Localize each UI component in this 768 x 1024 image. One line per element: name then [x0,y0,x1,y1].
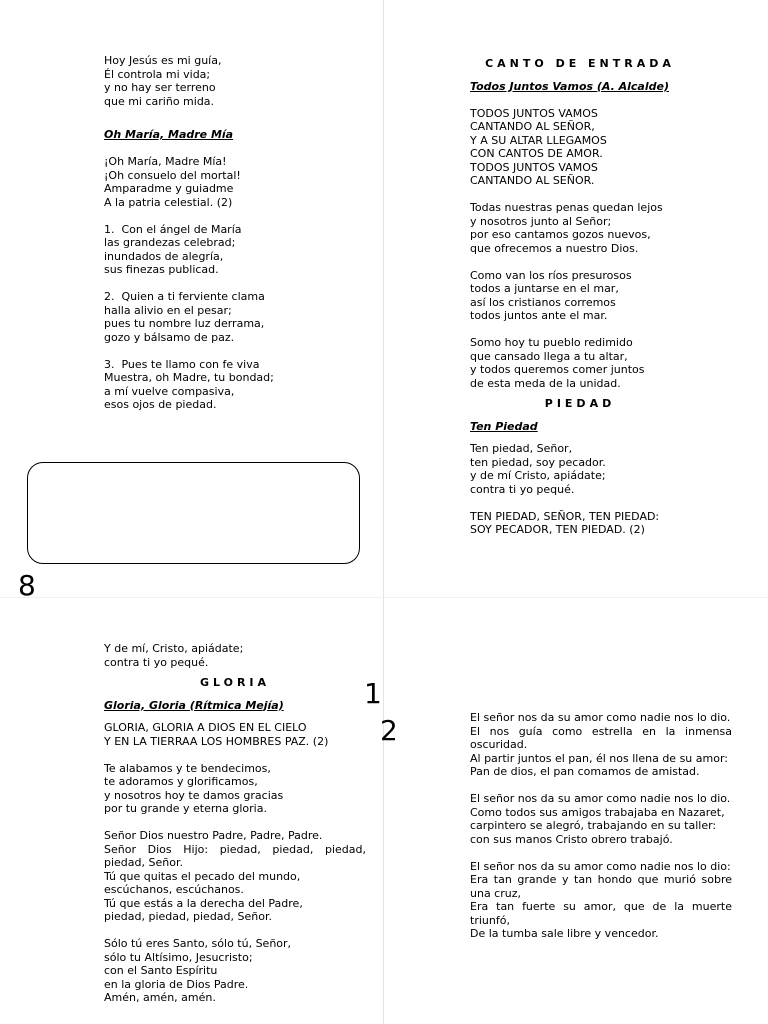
text-line: Y EN LA TIERRAA LOS HOMBRES PAZ. (2) [104,734,329,748]
page-number-1: 1 [364,677,382,710]
text-line: gozo y bálsamo de paz. [104,330,235,344]
text-line: Era tan grande y tan hondo que murió sobre una cruz, [470,873,732,900]
text-line: esos ojos de piedad. [104,398,217,411]
piedad-verse [470,442,690,496]
text-line: Tú que quitas el pecado del mundo, [104,869,301,883]
text-line: y de mí Cristo, apiádate; [470,469,606,482]
text-line: 2. Quien a ti ferviente clama [104,290,265,303]
verse-2 [104,829,366,924]
text-line: Pan de dios, el pan comamos de amistad. [470,765,700,778]
text-line: Él controla mi vida; [104,67,211,81]
text-line: te adoramos y glorificamos, [104,775,258,788]
stanza-hoy-jesus [104,54,364,108]
text-line: Era tan fuerte su amor, que de la muerte triunfó, [470,900,732,927]
text-line: y no hay ser terreno [104,81,216,94]
text-line: Muestra, oh Madre, tu bondad; [104,371,274,384]
text-line: Todas nuestras penas quedan lejos [470,201,663,214]
empty-rounded-box [27,462,360,564]
text-line: sólo tu Altísimo, Jesucristo; [104,950,253,964]
text-line: Tú que estás a la derecha del Padre, [104,896,303,910]
hymn-panel-top-left [104,54,364,425]
text-line: sus finezas publicad. [104,263,219,276]
center-fold-vertical [383,0,384,1024]
verse-1 [104,223,364,277]
text-line: Ten piedad, Señor, [470,442,573,455]
text-line: carpintero se alegró, trabajando en su taller: [470,819,717,832]
text-line: De la tumba sale libre y vencedor. [470,927,659,940]
hymn-title-todos-juntos: Todos Juntos Vamos (A. Alcalde) [470,79,669,93]
verse-3 [104,937,366,1005]
verse-2 [104,290,364,344]
page-number-2: 2 [380,714,398,747]
text-line: El nos guía como estrella en la inmensa oscuridad. [470,724,732,751]
verse-3 [470,860,732,941]
text-line: todos a juntarse en el mar, [470,282,619,295]
text-line: 3. Pues te llamo con fe viva [104,357,260,371]
verse-2 [470,792,732,846]
text-line: SOY PECADOR, TEN PIEDAD. (2) [470,523,645,536]
text-line: y nosotros hoy te damos gracias [104,788,284,802]
text-line: y todos queremos comer juntos [470,363,645,376]
section-heading-gloria: GLORIA [199,676,271,689]
page-number-8: 8 [18,569,36,602]
hymn-title-oh-maria: Oh María, Madre Mía [104,128,234,141]
text-line: TODOS JUNTOS VAMOS [470,160,598,174]
text-line: Al partir juntos el pan, él nos llena de su amor: [470,751,728,765]
text-line: a mí vuelve compasiva, [104,384,235,398]
text-line: con sus manos Cristo obrero trabajó. [470,832,673,846]
verse-1 [470,711,732,779]
text-line: todos juntos ante el mar. [470,309,608,322]
text-line: CANTANDO AL SEÑOR. [470,174,595,187]
text-line: Te alabamos y te bendecimos, [104,761,271,775]
text-line: pues tu nombre luz derrama, [104,317,265,330]
hymn-title-ten-piedad: Ten Piedad [470,419,538,433]
text-line: El señor nos da su amor como nadie nos lo dio. [470,711,731,724]
verse-1 [104,762,366,816]
text-line: contra ti yo pequé. [104,655,209,669]
text-line: de esta meda de la unidad. [470,376,621,390]
section-heading-piedad: PIEDAD [544,397,616,410]
chorus-gloria [104,721,366,748]
text-line: Como todos sus amigos trabajaba en Nazaret, [470,805,725,819]
text-line: halla alivio en el pesar; [104,303,232,317]
text-line: 1. Con el ángel de María [104,222,242,236]
text-line: CANTANDO AL SEÑOR, [470,120,595,133]
text-line: A la patria celestial. (2) [104,195,233,209]
text-line: que ofrecemos a nuestro Dios. [470,241,639,255]
hymn-panel-bottom-left [104,642,366,1018]
section-heading-canto-de-entrada: CANTO DE ENTRADA [485,57,675,70]
text-line: TODOS JUNTOS VAMOS [470,106,598,120]
text-line: ¡Oh consuelo del mortal! [104,168,241,182]
text-line: Y de mí, Cristo, apiádate; [104,642,244,655]
text-line: Y A SU ALTAR LLEGAMOS [470,133,607,147]
text-line: Somo hoy tu pueblo redimido [470,336,633,349]
text-line: así los cristianos corremos [470,295,616,309]
chorus-oh-maria [104,155,364,209]
text-line: que mi cariño mida. [104,94,215,108]
piedad-chorus [470,510,690,537]
text-line: CON CANTOS DE AMOR. [470,147,603,160]
text-line: Sólo tú eres Santo, sólo tú, Señor, [104,937,292,950]
text-line: por eso cantamos gozos nuevos, [470,228,651,241]
text-line: inundados de alegría, [104,249,224,263]
chorus-todos-juntos [470,107,690,188]
text-line: por tu grande y eterna gloria. [104,802,267,815]
text-line: las grandezas celebrad; [104,236,236,249]
text-line: escúchanos, escúchanos. [104,883,244,896]
verse-2 [470,269,690,323]
text-line: El señor nos da su amor como nadie nos lo dio: [470,859,731,873]
text-line: TEN PIEDAD, SEÑOR, TEN PIEDAD: [470,509,660,523]
text-line: Como van los ríos presurosos [470,268,632,282]
verse-1 [470,201,690,255]
text-line: ¡Oh María, Madre Mía! [104,155,227,168]
text-line: con el Santo Espíritu [104,964,218,977]
text-line: Amparadme y guiadme [104,182,234,195]
text-line: Hoy Jesús es mi guía, [104,54,222,67]
verse-3 [470,336,690,390]
verse-3 [104,358,364,412]
hymn-title-gloria: Gloria, Gloria (Rítmica Mejía) [104,698,284,712]
piedad-continuation [104,642,366,669]
text-line: ten piedad, soy pecador. [470,455,606,469]
hymn-panel-bottom-right [470,711,732,954]
text-line: El señor nos da su amor como nadie nos lo dio. [470,792,731,805]
center-fold-horizontal [0,597,768,598]
text-line: piedad, piedad, piedad, Señor. [104,910,272,923]
text-line: en la gloria de Dios Padre. [104,977,249,991]
text-line: Señor Dios nuestro Padre, Padre, Padre. [104,829,323,842]
text-line: y nosotros junto al Señor; [470,214,612,228]
hymn-panel-top-right [470,57,690,550]
text-line: GLORIA, GLORIA A DIOS EN EL CIELO [104,721,307,734]
text-line: contra ti yo pequé. [470,482,575,496]
text-line: Señor Dios Hijo: piedad, piedad, piedad, piedad, Señor. [104,842,366,869]
text-line: Amén, amén, amén. [104,991,216,1004]
text-line: que cansado llega a tu altar, [470,349,628,363]
